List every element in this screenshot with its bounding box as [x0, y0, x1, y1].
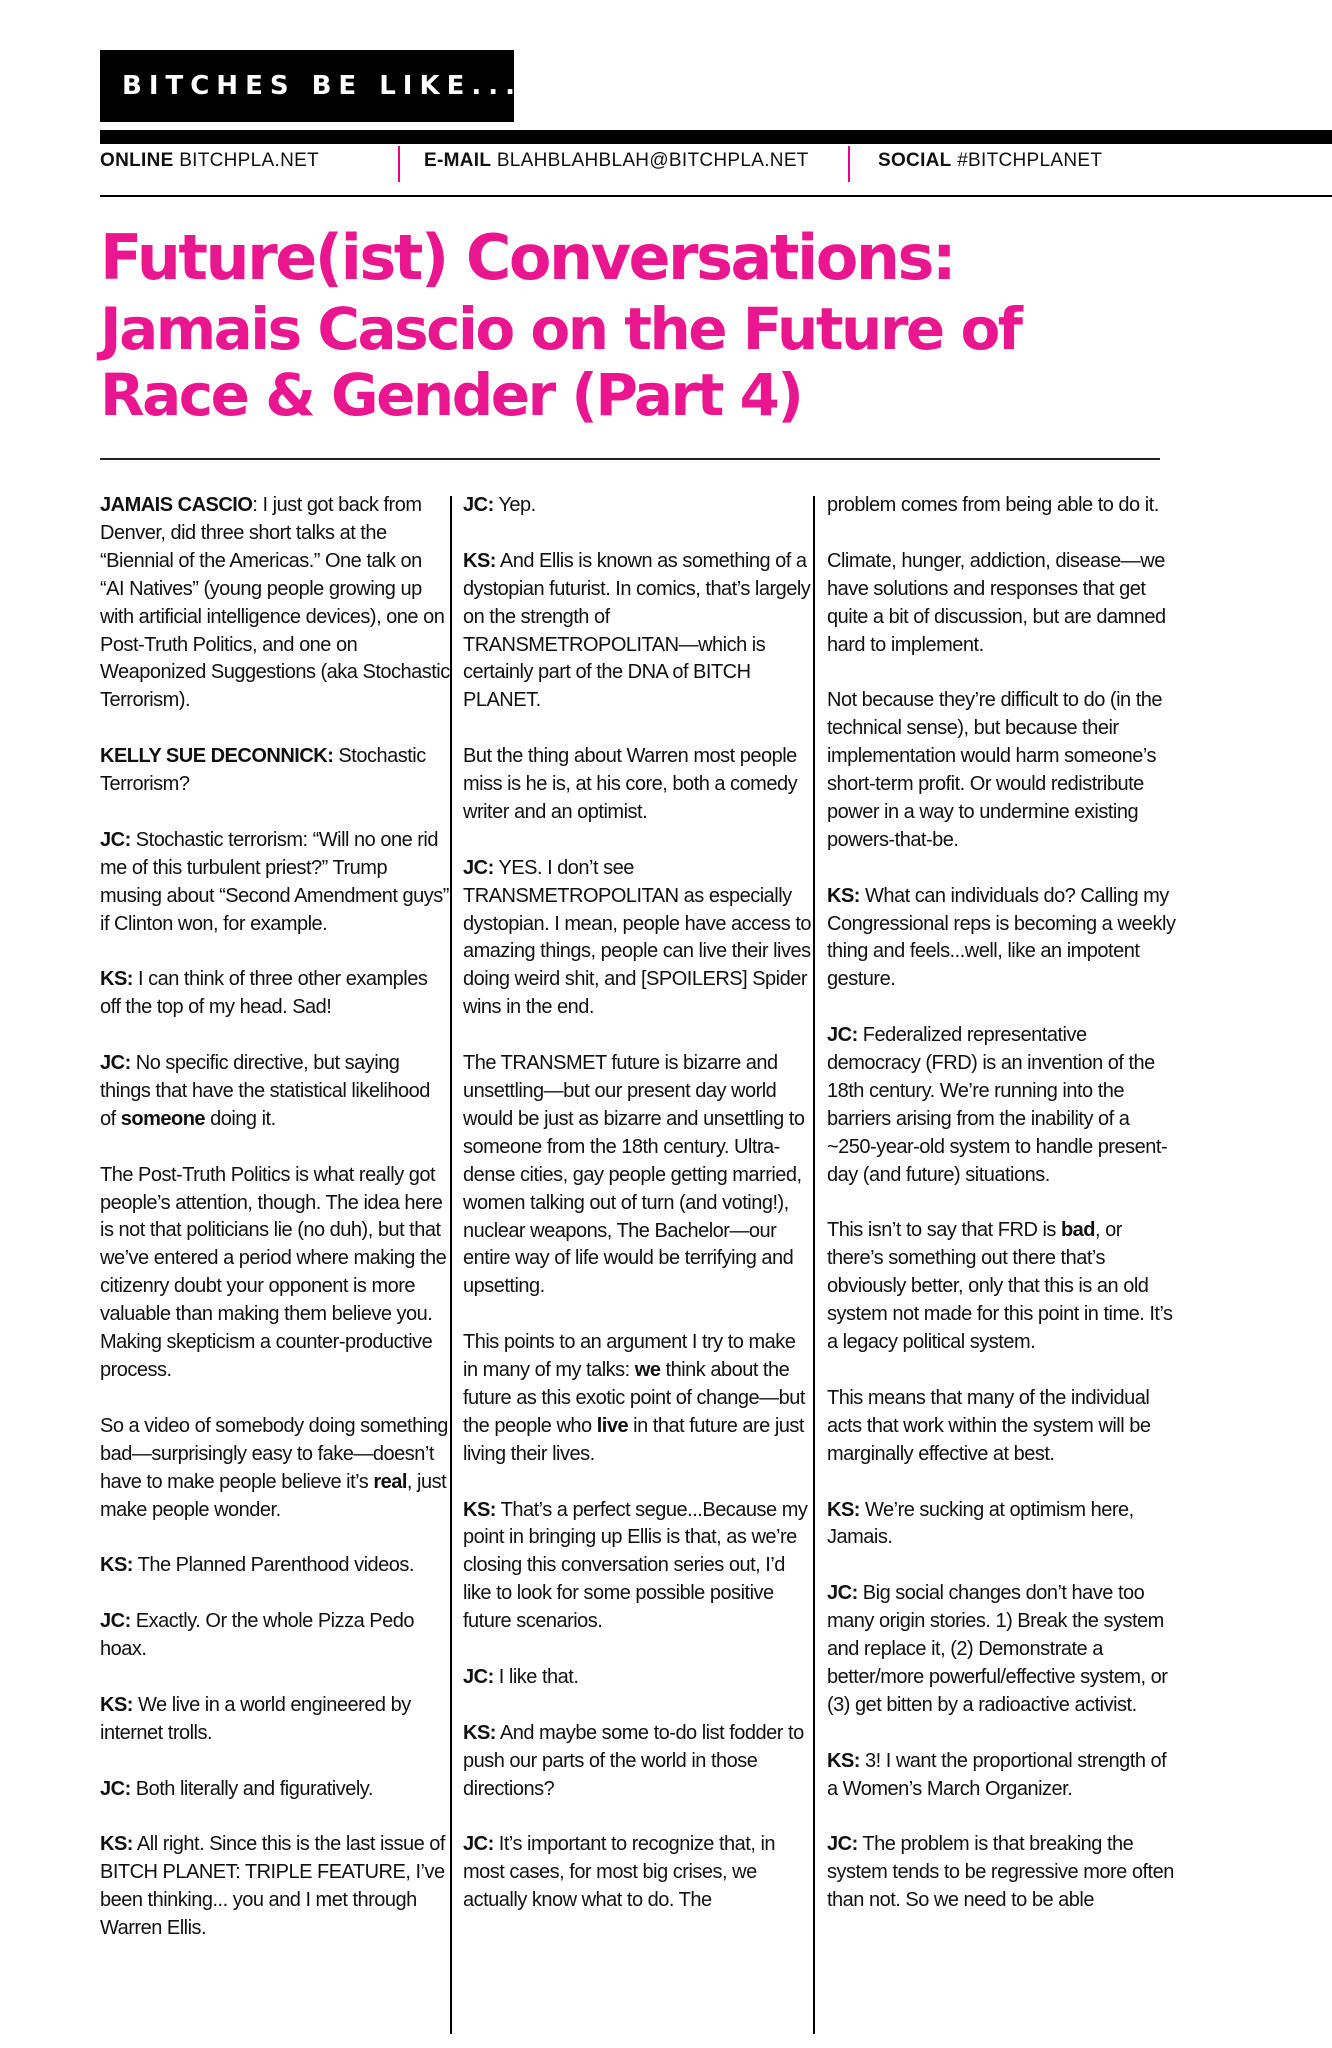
paragraph-text: YES. I don’t see TRANSMETROPOLITAN as especially dystopian. I mean, people have access to amazing things, people can live their lives doing weird shit, and [SPOILERS] Spider wins in the end.: [463, 856, 812, 1019]
speaker-label: KS:: [827, 1749, 860, 1772]
article-paragraph: [463, 1831, 813, 1915]
paragraph-text: All right. Since this is the last issue of BITCH PLANET: TRIPLE FEATURE, I’ve been thinking... you and I met through Warren Ellis.: [100, 1833, 445, 1940]
speaker-label: JC:: [100, 1052, 131, 1075]
paragraph-text: The Planned Parenthood videos.: [132, 1554, 414, 1577]
paragraph-text: The Post-Truth Politics is what really got people’s attention, though. The idea here is not that politicians lie (no duh), but that we’ve entered a period where making the citizenry doubt your opponent is more valuable than making them believe you. Making skepticism a counter-productive process.: [100, 1163, 447, 1382]
speaker-label: JC:: [827, 1833, 858, 1856]
article-paragraph: [463, 1664, 813, 1692]
contact-online: [100, 150, 319, 172]
paragraph-text: in that future are just living their lives.: [463, 1414, 804, 1465]
article-paragraph: [100, 1608, 450, 1664]
emphasis-text: real: [373, 1470, 407, 1493]
paragraph-text: That’s a perfect segue...Because my point in bringing up Ellis is that, as we’re closing this conversation series out, I’d like to look for some possible positive future scenarios.: [463, 1498, 808, 1633]
paragraph-text: The TRANSMET future is bizarre and unsettling—but our present day world would be just as bizarre and unsettling to someone from the 18th century. Ultra-dense cities, gay people getting married, women talking out of turn (and voting!), nuclear weapons, The Bachelor—our entire way of life would be terrifying and upsetting.: [463, 1052, 805, 1298]
contact-online-label: ONLINE: [100, 150, 174, 171]
paragraph-text: Yep.: [493, 494, 536, 516]
article-paragraph: [463, 548, 813, 715]
paragraph-text: doing it.: [205, 1107, 276, 1130]
article-paragraph: [827, 492, 1177, 520]
paragraph-text: Stochastic terrorism: “Will no one rid me of this turbulent priest?” Trump musing about “Second Amendment guys” if Clinton won, for example.: [100, 828, 449, 935]
article-title-line2: Jamais Cascio on the Future of: [100, 295, 1021, 363]
contact-social: [878, 150, 1102, 172]
paragraph-text: What can individuals do? Calling my Congressional reps is becoming a weekly thing and feels...well, like an impotent gesture.: [827, 884, 1176, 991]
speaker-label: KS:: [463, 1498, 496, 1521]
article-paragraph: [827, 1385, 1177, 1469]
title-rule: [100, 458, 1160, 460]
paragraph-text: , just make people wonder.: [100, 1470, 447, 1521]
paragraph-text: It’s important to recognize that, in most cases, for most big crises, we actually know what to do. The: [463, 1833, 776, 1912]
speaker-label: KS:: [100, 1833, 133, 1856]
article-paragraph: [827, 883, 1177, 995]
contact-divider: [398, 146, 400, 182]
speaker-label: KELLY SUE DECONNICK:: [100, 745, 334, 768]
article-paragraph: [100, 1050, 450, 1134]
contact-social-link[interactable]: #BITCHPLANET: [957, 150, 1103, 171]
column-divider: [813, 496, 815, 2034]
text-column-1: [100, 492, 450, 1943]
header-rule-thick: [100, 130, 1332, 144]
article-paragraph: [100, 1776, 450, 1804]
article-paragraph: [463, 855, 813, 1022]
paragraph-text: No specific directive, but saying things that have the statistical likelihood of: [100, 1052, 430, 1130]
article-paragraph: [100, 1552, 450, 1580]
paragraph-text: The problem is that breaking the system tends to be regressive more often than not. So we need to be able: [827, 1833, 1174, 1912]
speaker-label: KS:: [827, 1498, 860, 1521]
article-paragraph: [827, 1580, 1177, 1720]
emphasis-text: we: [634, 1359, 661, 1382]
contact-divider: [848, 146, 850, 182]
paragraph-text: Not because they’re difficult to do (in the technical sense), but because their implementation would harm someone’s short-term profit. Or would redistribute power in a way to undermine existing powers-that-be.: [827, 689, 1163, 851]
article-title-line1: Future(ist) Conversations:: [100, 221, 955, 294]
contact-online-link[interactable]: BITCHPLA.NET: [179, 150, 319, 171]
speaker-label: JC:: [463, 856, 494, 879]
article-paragraph: [827, 1748, 1177, 1804]
article-paragraph: [827, 1217, 1177, 1357]
paragraph-text: And Ellis is known as something of a dystopian futurist. In comics, that’s largely on the strength of TRANSMETROPOLITAN—which is certainly part of the DNA of BITCH PLANET.: [463, 549, 811, 712]
article-paragraph: [100, 1831, 450, 1943]
speaker-label: KS:: [100, 1554, 133, 1577]
article-paragraph: [827, 548, 1177, 660]
contact-email-link[interactable]: BLAHBLAHBLAH@BITCHPLA.NET: [496, 150, 809, 171]
speaker-label: KS:: [463, 1721, 496, 1744]
paragraph-text: problem comes from being able to do it.: [827, 494, 1159, 516]
paragraph-text: I can think of three other examples off the top of my head. Sad!: [100, 968, 428, 1019]
paragraph-text: We’re sucking at optimism here, Jamais.: [827, 1498, 1134, 1549]
article-paragraph: [100, 966, 450, 1022]
paragraph-text: This isn’t to say that FRD is: [827, 1219, 1061, 1242]
contact-email-label: E-MAIL: [424, 150, 492, 171]
article-paragraph: [100, 1692, 450, 1748]
emphasis-text: bad: [1060, 1219, 1096, 1242]
speaker-label: KS:: [463, 549, 496, 572]
paragraph-text: Exactly. Or the whole Pizza Pedo hoax.: [100, 1610, 414, 1661]
article-paragraph: [463, 1497, 813, 1637]
article-paragraph: [463, 492, 813, 520]
paragraph-text: Stochastic Terrorism?: [100, 745, 426, 796]
contact-social-label: SOCIAL: [878, 150, 952, 171]
banner-text: BITCHES BE LIKE...: [122, 71, 523, 101]
emphasis-text: live: [596, 1414, 629, 1437]
speaker-label: JC:: [100, 1777, 131, 1800]
paragraph-text: This means that many of the individual acts that work within the system will be marginally effective at best.: [827, 1386, 1151, 1465]
speaker-label: JC:: [463, 494, 494, 516]
speaker-label: KS:: [827, 884, 860, 907]
paragraph-text: Climate, hunger, addiction, disease—we have solutions and responses that get quite a bit of discussion, but are damned hard to implement.: [827, 549, 1166, 656]
paragraph-text: , or there’s something out there that’s obviously better, only that this is an old system not made for this point in time. It’s a legacy political system.: [827, 1219, 1173, 1354]
emphasis-text: someone: [120, 1107, 206, 1130]
article-paragraph: [463, 1329, 813, 1469]
column-divider: [450, 496, 452, 2034]
text-column-3: [827, 492, 1177, 1915]
article-paragraph: [463, 1720, 813, 1804]
paragraph-text: 3! I want the proportional strength of a Women’s March Organizer.: [827, 1749, 1167, 1800]
paragraph-text: But the thing about Warren most people miss is he is, at his core, both a comedy writer and an optimist.: [463, 745, 798, 823]
article-paragraph: [100, 743, 450, 799]
paragraph-text: Big social changes don’t have too many origin stories. 1) Break the system and replace it, (2) Demonstrate a better/more powerful/effective system, or (3) get bitten by a radioactive activist.: [827, 1582, 1168, 1716]
paragraph-text: This points to an argument I try to make in many of my talks:: [463, 1331, 796, 1382]
section-banner: [100, 50, 523, 122]
article-paragraph: [100, 1162, 450, 1385]
article-paragraph: [463, 1050, 813, 1301]
paragraph-text: I like that.: [493, 1665, 579, 1688]
speaker-label: KS:: [100, 968, 133, 991]
paragraph-text: think about the future as this exotic point of change—but the people who: [463, 1359, 805, 1437]
article-paragraph: [100, 827, 450, 939]
speaker-label: KS:: [100, 1693, 133, 1716]
contact-email: [424, 150, 809, 172]
article-paragraph: [463, 743, 813, 827]
article-paragraph: [827, 687, 1177, 854]
speaker-label: JAMAIS CASCIO: [100, 494, 253, 516]
speaker-label: JC:: [100, 828, 131, 851]
speaker-label: JC:: [827, 1582, 858, 1605]
article-paragraph: [100, 1413, 450, 1525]
paragraph-text: We live in a world engineered by internet trolls.: [100, 1693, 411, 1744]
speaker-label: JC:: [463, 1665, 494, 1688]
article-paragraph: [100, 492, 450, 715]
speaker-label: JC:: [463, 1833, 494, 1856]
article-title-line3: Race & Gender (Part 4): [100, 361, 802, 429]
paragraph-text: Federalized representative democracy (FRD) is an invention of the 18th century. We’re running into the barriers arising from the inability of a ~250-year-old system to handle present-day (and future) situations.: [827, 1024, 1168, 1186]
paragraph-text: Both literally and figuratively.: [130, 1777, 373, 1800]
article-title: [100, 222, 1160, 428]
speaker-label: JC:: [827, 1024, 858, 1047]
paragraph-text: So a video of somebody doing something bad—surprisingly easy to fake—doesn’t have to make people believe it’s: [100, 1414, 448, 1493]
contact-bar: [100, 146, 1332, 186]
article-paragraph: [827, 1497, 1177, 1553]
paragraph-text: And maybe some to-do list fodder to push our parts of the world in those directions?: [463, 1721, 804, 1800]
text-column-2: [463, 492, 813, 1915]
header-rule-thin: [100, 195, 1332, 197]
paragraph-text: : I just got back from Denver, did three short talks at the “Biennial of the Americas.” One talk on “AI Natives” (young people growing up with artificial intelligence devices), one on Post-Truth Politics, and one on Weaponized Suggestions (aka Stochastic Terrorism).: [100, 494, 450, 712]
article-paragraph: [827, 1831, 1177, 1915]
speaker-label: JC:: [100, 1610, 131, 1633]
article-paragraph: [827, 1022, 1177, 1189]
